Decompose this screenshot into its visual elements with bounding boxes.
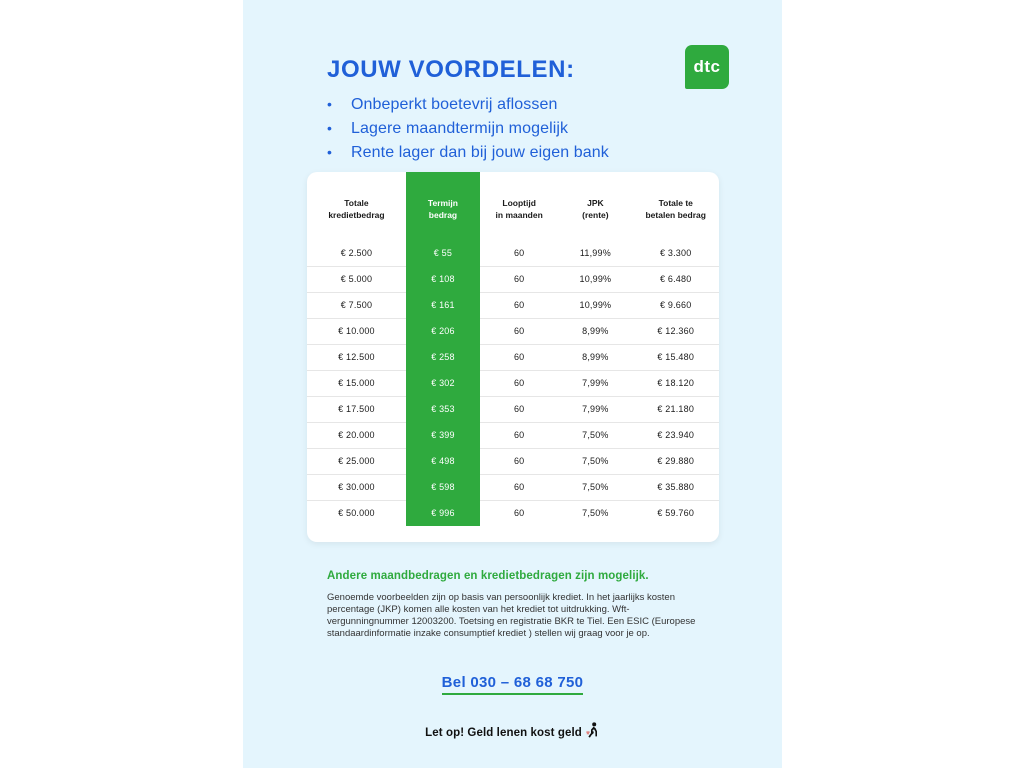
cell-total-payable: € 3.300 [632,240,719,266]
benefit-text: Onbeperkt boetevrij aflossen [351,96,558,113]
cell-total-credit: € 5.000 [307,266,406,292]
cell-total-credit: € 30.000 [307,474,406,500]
bullet-icon: • [327,96,333,112]
cell-jkp: 10,99% [558,292,632,318]
table-row [307,448,719,474]
cell-total-credit: € 7.500 [307,292,406,318]
phone-cta[interactable] [243,674,782,692]
benefit-text: Rente lager dan bij jouw eigen bank [351,144,609,161]
list-item [327,117,727,140]
benefit-text: Lagere maandtermijn mogelijk [351,120,569,137]
cell-jkp: 7,50% [558,422,632,448]
cell-total-credit: € 2.500 [307,240,406,266]
table-row [307,292,719,318]
cell-duration: 60 [480,240,558,266]
cell-jkp: 11,99% [558,240,632,266]
cell-total-payable: € 18.120 [632,370,719,396]
table-row [307,240,719,266]
list-item [327,141,727,164]
cell-duration: 60 [480,292,558,318]
table-row [307,474,719,500]
cell-total-payable: € 23.940 [632,422,719,448]
dtc-logo [685,45,729,89]
cell-term-amount: € 258 [406,344,480,370]
cell-duration: 60 [480,370,558,396]
footer-heading: Andere maandbedragen en kredietbedragen zijn mogelijk. [327,570,649,582]
cell-total-credit: € 50.000 [338,508,375,519]
cell-total-payable: € 15.480 [632,344,719,370]
table-row [307,266,719,292]
cell-total-credit: € 10.000 [307,318,406,344]
list-item [327,93,727,116]
benefits-list [327,93,727,165]
cell-jkp: 7,50% [582,508,609,519]
cell-duration: 60 [480,344,558,370]
column-header-term-amount: Termijn bedrag [406,172,480,240]
cell-total-credit: € 12.500 [307,344,406,370]
bullet-icon: • [327,144,333,160]
cell-total-payable: € 21.180 [632,396,719,422]
cell-total-payable: € 6.480 [632,266,719,292]
table-row [307,344,719,370]
cell-duration: 60 [480,422,558,448]
cell-duration: 60 [480,474,558,500]
bullet-icon: • [327,120,333,136]
phone-link[interactable]: Bel 030 – 68 68 750 [442,674,584,695]
cell-duration: 60 [480,318,558,344]
cell-duration: 60 [480,266,558,292]
footer-disclaimer: Genoemde voorbeelden zijn op basis van persoonlijk krediet. In het jaarlijks kosten percentage (JKP) komen alle kosten van het krediet tot uitdrukking. Wft-vergunningnummer 12003200. Toetsing en registratie BKR te Tiel. Een ESIC (Europese standaardinformatie inzake consumptief krediet ) stellen wij graag voor je op. [327,592,696,639]
cell-jkp: 7,99% [558,370,632,396]
table-row [307,500,719,526]
cell-total-payable: € 9.660 [632,292,719,318]
legal-warning-text: Let op! Geld lenen kost geld [425,727,582,739]
cell-term-amount: € 206 [406,318,480,344]
column-header-total-payable: Totale te betalen bedrag [645,198,706,220]
table-row [307,396,719,422]
table-row [307,370,719,396]
rates-table-card [307,172,719,542]
rates-table [307,172,719,526]
cell-duration: 60 [480,396,558,422]
column-header-total-credit: Totale kredietbedrag [328,198,385,220]
cell-total-credit: € 17.500 [307,396,406,422]
cell-total-payable: € 35.880 [632,474,719,500]
cell-term-amount: € 55 [406,240,480,266]
cell-total-credit: € 20.000 [307,422,406,448]
cell-term-amount: € 498 [406,448,480,474]
cell-term-amount: € 302 [406,370,480,396]
page-title: JOUW VOORDELEN: [327,56,575,83]
table-row [307,318,719,344]
cell-jkp: 8,99% [558,318,632,344]
table-header-row [307,172,719,240]
cell-term-amount: € 598 [406,474,480,500]
cell-duration: 60 [480,448,558,474]
cell-duration: 60 [513,508,525,519]
cell-term-amount: € 996 [406,500,480,526]
poster-panel [243,0,782,768]
cell-term-amount: € 161 [406,292,480,318]
cell-total-payable: € 29.880 [632,448,719,474]
cell-term-amount: € 108 [406,266,480,292]
column-header-jkp: JPK (rente) [582,198,609,220]
column-header-duration: Looptijd in maanden [495,198,543,220]
cell-jkp: 8,99% [558,344,632,370]
cell-term-amount: € 353 [406,396,480,422]
cell-total-payable: € 59.760 [657,508,695,519]
table-row [307,422,719,448]
cell-jkp: 7,99% [558,396,632,422]
cell-jkp: 10,99% [558,266,632,292]
cell-jkp: 7,50% [558,474,632,500]
legal-warning [243,720,782,739]
cell-total-credit: € 25.000 [307,448,406,474]
logo-text: dtc [693,56,721,76]
walking-person-icon [586,722,600,741]
cell-jkp: 7,50% [558,448,632,474]
cell-total-credit: € 15.000 [307,370,406,396]
cell-total-payable: € 12.360 [632,318,719,344]
cell-term-amount: € 399 [406,422,480,448]
